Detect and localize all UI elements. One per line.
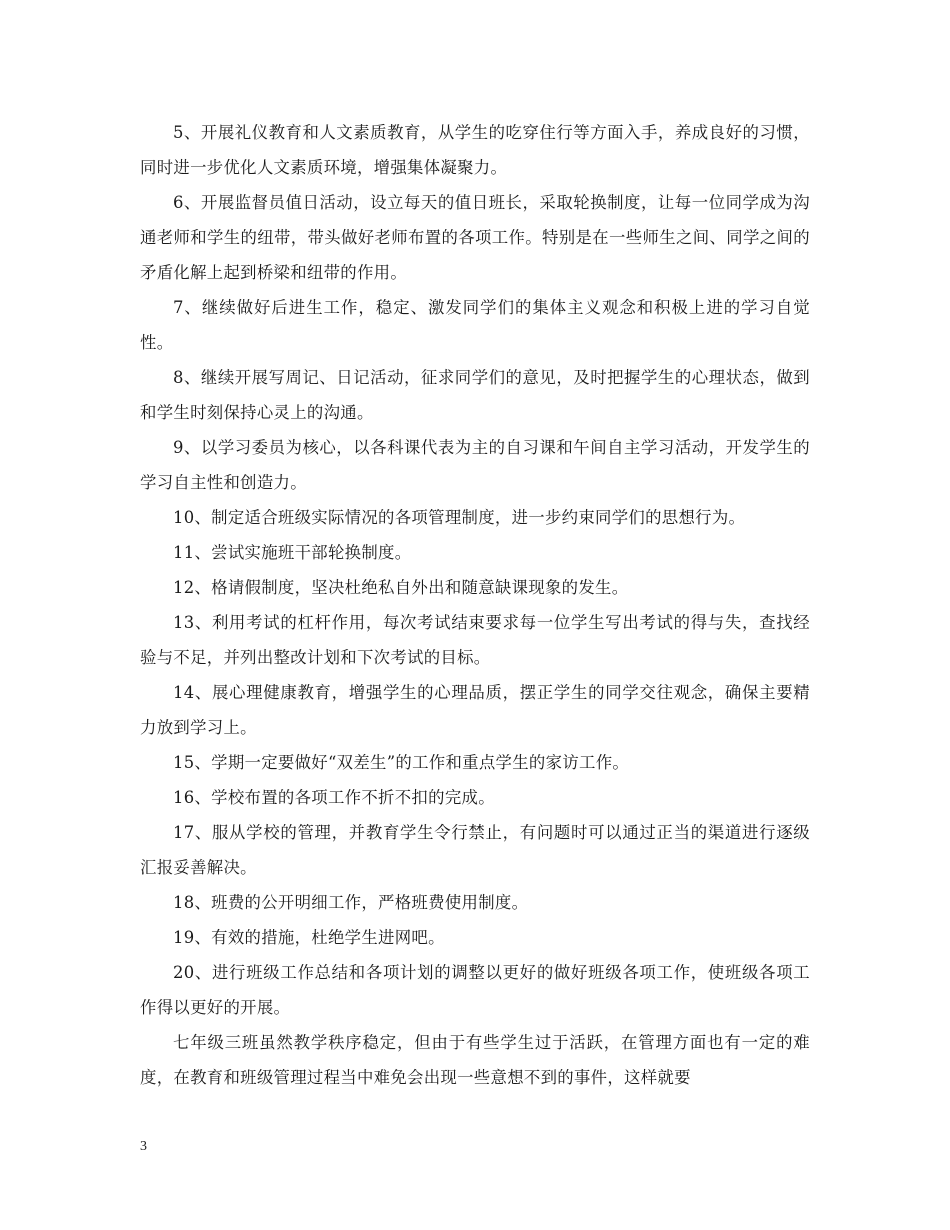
paragraph-item-9: 9、以学习委员为核心，以各科课代表为主的自习课和午间自主学习活动，开发学生的学习自主性和创造力。 [140, 438, 810, 492]
paragraph-item-18: 18、班费的公开明细工作，严格班费使用制度。 [173, 893, 529, 912]
paragraph-item-7: 7、继续做好后进生工作，稳定、激发同学们的集体主义观念和积极上进的学习自觉性。 [140, 298, 810, 352]
paragraph-item-11: 11、尝试实施班干部轮换制度。 [173, 543, 412, 562]
page-number: 3 [140, 1139, 147, 1154]
paragraph-closing: 七年级三班虽然教学秩序稳定，但由于有些学生过于活跃，在管理方面也有一定的难度，在教育和班级管理过程当中难免会出现一些意想不到的事件，这样就要 [140, 1033, 810, 1087]
document-body [140, 115, 810, 1095]
paragraph-item-14: 14、展心理健康教育，增强学生的心理品质，摆正学生的同学交往观念，确保主要精力放到学习上。 [140, 683, 810, 737]
paragraph-item-19: 19、有效的措施，杜绝学生进网吧。 [173, 928, 445, 947]
paragraph-item-17: 17、服从学校的管理，并教育学生令行禁止，有问题时可以通过正当的渠道进行逐级汇报妥善解决。 [140, 823, 810, 877]
paragraph-item-20: 20、进行班级工作总结和各项计划的调整以更好的做好班级各项工作，使班级各项工作得以更好的开展。 [140, 963, 810, 1017]
paragraph-item-10: 10、制定适合班级实际情况的各项管理制度，进一步约束同学们的思想行为。 [173, 508, 746, 527]
paragraph-item-8: 8、继续开展写周记、日记活动，征求同学们的意见，及时把握学生的心理状态，做到和学生时刻保持心灵上的沟通。 [140, 368, 810, 422]
paragraph-item-5: 5、开展礼仪教育和人文素质教育，从学生的吃穿住行等方面入手，养成良好的习惯，同时进一步优化人文素质环境，增强集体凝聚力。 [140, 123, 810, 177]
paragraph-item-6: 6、开展监督员值日活动，设立每天的值日班长，采取轮换制度，让每一位同学成为沟通老师和学生的纽带，带头做好老师布置的各项工作。特别是在一些师生之间、同学之间的矛盾化解上起到桥梁和纽带的作用。 [140, 193, 810, 282]
paragraph-item-16: 16、学校布置的各项工作不折不扣的完成。 [173, 788, 495, 807]
paragraph-item-13: 13、利用考试的杠杆作用，每次考试结束要求每一位学生写出考试的得与失，查找经验与不足，并列出整改计划和下次考试的目标。 [140, 613, 810, 667]
paragraph-item-15: 15、学期一定要做好“双差生”的工作和重点学生的家访工作。 [173, 753, 630, 772]
paragraph-item-12: 12、格请假制度，坚决杜绝私自外出和随意缺课现象的发生。 [173, 578, 629, 597]
